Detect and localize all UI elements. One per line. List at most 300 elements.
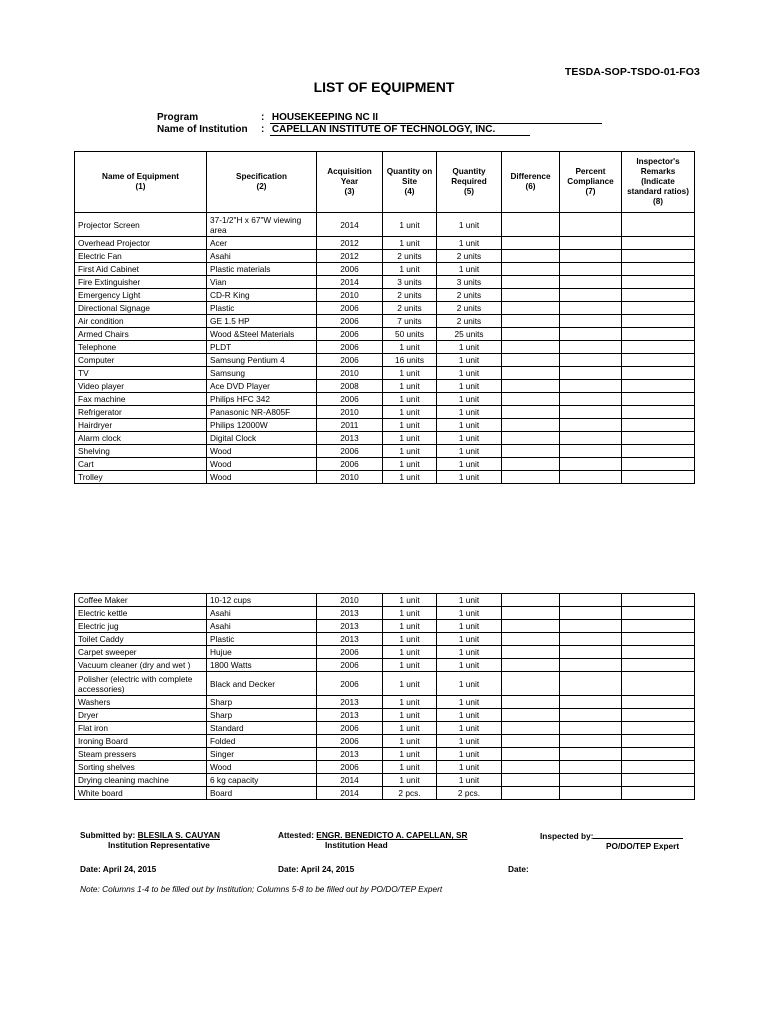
- cell-qty-required: 1 unit: [437, 761, 502, 774]
- cell-qty-on-site: 1 unit: [383, 445, 437, 458]
- cell-qty-required: 1 unit: [437, 696, 502, 709]
- cell-qty-on-site: 7 units: [383, 315, 437, 328]
- table-row: [75, 341, 695, 354]
- submitted-date: Date: April 24, 2015: [80, 864, 157, 874]
- cell-specification: Asahi: [207, 620, 317, 633]
- cell-equipment: Hairdryer: [75, 419, 207, 432]
- cell-specification: GE 1.5 HP: [207, 315, 317, 328]
- header-quantity-required: Quantity Required (5): [437, 152, 502, 213]
- table-row: [75, 367, 695, 380]
- inspected-role: PO/DO/TEP Expert: [606, 841, 680, 851]
- cell-year: 2013: [317, 696, 383, 709]
- cell-year: 2012: [317, 237, 383, 250]
- cell-difference: [502, 406, 560, 419]
- cell-equipment: Sorting shelves: [75, 761, 207, 774]
- cell-qty-on-site: 1 unit: [383, 393, 437, 406]
- cell-specification: Standard: [207, 722, 317, 735]
- cell-difference: [502, 620, 560, 633]
- cell-inspector-remarks: [622, 341, 695, 354]
- footnote: Note: Columns 1-4 to be filled out by Institution; Columns 5-8 to be filled out by PO/DO/TEP Expert: [80, 884, 443, 894]
- cell-inspector-remarks: [622, 659, 695, 672]
- cell-inspector-remarks: [622, 315, 695, 328]
- cell-specification: Wood: [207, 458, 317, 471]
- cell-difference: [502, 659, 560, 672]
- cell-difference: [502, 237, 560, 250]
- cell-difference: [502, 445, 560, 458]
- cell-percent-compliance: [560, 263, 622, 276]
- cell-difference: [502, 709, 560, 722]
- cell-difference: [502, 354, 560, 367]
- cell-equipment: Emergency Light: [75, 289, 207, 302]
- cell-specification: CD-R King: [207, 289, 317, 302]
- cell-difference: [502, 458, 560, 471]
- cell-qty-required: 1 unit: [437, 213, 502, 237]
- cell-inspector-remarks: [622, 237, 695, 250]
- cell-year: 2013: [317, 607, 383, 620]
- cell-difference: [502, 735, 560, 748]
- cell-percent-compliance: [560, 646, 622, 659]
- cell-difference: [502, 646, 560, 659]
- cell-difference: [502, 722, 560, 735]
- cell-year: 2013: [317, 620, 383, 633]
- table-row: [75, 315, 695, 328]
- institution-colon: :: [261, 124, 265, 135]
- cell-difference: [502, 341, 560, 354]
- cell-difference: [502, 302, 560, 315]
- cell-specification: 1800 Watts: [207, 659, 317, 672]
- table-row: [75, 380, 695, 393]
- cell-specification: Acer: [207, 237, 317, 250]
- cell-qty-required: 1 unit: [437, 445, 502, 458]
- inspected-date: Date:: [508, 864, 529, 874]
- cell-year: 2012: [317, 250, 383, 263]
- table-row: [75, 419, 695, 432]
- program-value: HOUSEKEEPING NC II: [270, 112, 602, 124]
- cell-year: 2006: [317, 263, 383, 276]
- cell-qty-required: 1 unit: [437, 393, 502, 406]
- cell-inspector-remarks: [622, 354, 695, 367]
- submitted-block: [80, 830, 220, 850]
- page-title: LIST OF EQUIPMENT: [313, 79, 455, 95]
- cell-qty-required: 1 unit: [437, 263, 502, 276]
- cell-percent-compliance: [560, 594, 622, 607]
- cell-inspector-remarks: [622, 594, 695, 607]
- cell-difference: [502, 761, 560, 774]
- table-row: [75, 250, 695, 263]
- cell-qty-required: 1 unit: [437, 774, 502, 787]
- cell-qty-on-site: 1 unit: [383, 406, 437, 419]
- cell-specification: 6 kg capacity: [207, 774, 317, 787]
- cell-qty-on-site: 2 pcs.: [383, 787, 437, 800]
- cell-qty-on-site: 3 units: [383, 276, 437, 289]
- cell-difference: [502, 787, 560, 800]
- cell-qty-required: 2 units: [437, 315, 502, 328]
- cell-year: 2006: [317, 458, 383, 471]
- cell-qty-required: 1 unit: [437, 722, 502, 735]
- cell-qty-required: 2 pcs.: [437, 787, 502, 800]
- cell-percent-compliance: [560, 761, 622, 774]
- table-row: [75, 620, 695, 633]
- cell-equipment: Washers: [75, 696, 207, 709]
- header-difference: Difference (6): [502, 152, 560, 213]
- cell-year: 2010: [317, 594, 383, 607]
- attested-name: ENGR. BENEDICTO A. CAPELLAN, SR: [316, 830, 468, 840]
- cell-percent-compliance: [560, 620, 622, 633]
- cell-qty-on-site: 1 unit: [383, 341, 437, 354]
- header-quantity-on-site: Quantity on Site (4): [383, 152, 437, 213]
- cell-specification: Wood: [207, 761, 317, 774]
- cell-qty-on-site: 1 unit: [383, 620, 437, 633]
- cell-year: 2006: [317, 328, 383, 341]
- cell-equipment: Projector Screen: [75, 213, 207, 237]
- submitted-label: Submitted by:: [80, 830, 136, 840]
- cell-percent-compliance: [560, 709, 622, 722]
- cell-qty-on-site: 1 unit: [383, 419, 437, 432]
- cell-inspector-remarks: [622, 787, 695, 800]
- cell-equipment: Fire Extinguisher: [75, 276, 207, 289]
- table-row: [75, 354, 695, 367]
- cell-qty-required: 1 unit: [437, 748, 502, 761]
- cell-qty-on-site: 2 units: [383, 289, 437, 302]
- cell-equipment: Shelving: [75, 445, 207, 458]
- cell-inspector-remarks: [622, 607, 695, 620]
- cell-difference: [502, 380, 560, 393]
- header-acquisition-year: Acquisition Year (3): [317, 152, 383, 213]
- cell-year: 2011: [317, 419, 383, 432]
- cell-equipment: First Aid Cabinet: [75, 263, 207, 276]
- document-code: TESDA-SOP-TSDO-01-FO3: [564, 66, 700, 78]
- cell-qty-on-site: 1 unit: [383, 735, 437, 748]
- cell-specification: Wood &Steel Materials: [207, 328, 317, 341]
- cell-difference: [502, 393, 560, 406]
- cell-equipment: Cart: [75, 458, 207, 471]
- cell-qty-required: 1 unit: [437, 659, 502, 672]
- table-row: [75, 659, 695, 672]
- submitted-name: BLESILA S. CAUYAN: [137, 830, 220, 840]
- cell-percent-compliance: [560, 276, 622, 289]
- cell-qty-required: 1 unit: [437, 709, 502, 722]
- cell-percent-compliance: [560, 696, 622, 709]
- table-row: [75, 633, 695, 646]
- cell-qty-on-site: 1 unit: [383, 594, 437, 607]
- cell-qty-required: 1 unit: [437, 380, 502, 393]
- cell-qty-on-site: 1 unit: [383, 709, 437, 722]
- cell-percent-compliance: [560, 328, 622, 341]
- program-colon: :: [261, 112, 265, 123]
- table-row: [75, 393, 695, 406]
- cell-year: 2013: [317, 432, 383, 445]
- cell-equipment: Trolley: [75, 471, 207, 484]
- cell-specification: Panasonic NR-A805F: [207, 406, 317, 419]
- cell-equipment: Video player: [75, 380, 207, 393]
- institution-value: CAPELLAN INSTITUTE OF TECHNOLOGY, INC.: [270, 124, 530, 136]
- table-row: [75, 787, 695, 800]
- cell-qty-on-site: 1 unit: [383, 607, 437, 620]
- cell-difference: [502, 213, 560, 237]
- cell-equipment: Carpet sweeper: [75, 646, 207, 659]
- cell-specification: Folded: [207, 735, 317, 748]
- cell-qty-required: 1 unit: [437, 607, 502, 620]
- cell-qty-on-site: 1 unit: [383, 458, 437, 471]
- cell-difference: [502, 607, 560, 620]
- cell-specification: Vian: [207, 276, 317, 289]
- table-row: [75, 432, 695, 445]
- cell-qty-on-site: 1 unit: [383, 748, 437, 761]
- cell-percent-compliance: [560, 432, 622, 445]
- cell-equipment: Coffee Maker: [75, 594, 207, 607]
- cell-percent-compliance: [560, 735, 622, 748]
- table-row: [75, 328, 695, 341]
- table-row: [75, 302, 695, 315]
- cell-inspector-remarks: [622, 380, 695, 393]
- cell-specification: Digital Clock: [207, 432, 317, 445]
- table-row: [75, 774, 695, 787]
- cell-year: 2010: [317, 367, 383, 380]
- cell-year: 2006: [317, 445, 383, 458]
- cell-inspector-remarks: [622, 445, 695, 458]
- cell-percent-compliance: [560, 250, 622, 263]
- table-row: [75, 709, 695, 722]
- cell-year: 2013: [317, 633, 383, 646]
- cell-difference: [502, 419, 560, 432]
- cell-equipment: Polisher (electric with complete accessories): [75, 672, 207, 696]
- cell-year: 2010: [317, 471, 383, 484]
- cell-inspector-remarks: [622, 289, 695, 302]
- cell-equipment: Refrigerator: [75, 406, 207, 419]
- cell-equipment: Dryer: [75, 709, 207, 722]
- cell-qty-required: 1 unit: [437, 432, 502, 445]
- cell-equipment: Computer: [75, 354, 207, 367]
- cell-qty-on-site: 2 units: [383, 250, 437, 263]
- cell-percent-compliance: [560, 380, 622, 393]
- cell-qty-required: 1 unit: [437, 471, 502, 484]
- cell-equipment: Toilet Caddy: [75, 633, 207, 646]
- cell-inspector-remarks: [622, 471, 695, 484]
- cell-inspector-remarks: [622, 393, 695, 406]
- table-row: [75, 696, 695, 709]
- cell-difference: [502, 672, 560, 696]
- cell-equipment: Armed Chairs: [75, 328, 207, 341]
- cell-percent-compliance: [560, 367, 622, 380]
- cell-percent-compliance: [560, 471, 622, 484]
- cell-inspector-remarks: [622, 620, 695, 633]
- cell-percent-compliance: [560, 748, 622, 761]
- cell-percent-compliance: [560, 419, 622, 432]
- cell-inspector-remarks: [622, 774, 695, 787]
- cell-year: 2014: [317, 213, 383, 237]
- cell-inspector-remarks: [622, 250, 695, 263]
- cell-year: 2006: [317, 646, 383, 659]
- table-row: [75, 445, 695, 458]
- program-row: [157, 112, 602, 124]
- cell-qty-required: 1 unit: [437, 735, 502, 748]
- cell-qty-on-site: 2 units: [383, 302, 437, 315]
- table-row: [75, 761, 695, 774]
- cell-qty-on-site: 1 unit: [383, 432, 437, 445]
- cell-year: 2006: [317, 659, 383, 672]
- cell-year: 2006: [317, 341, 383, 354]
- cell-difference: [502, 367, 560, 380]
- table-row: [75, 289, 695, 302]
- cell-specification: Asahi: [207, 607, 317, 620]
- cell-percent-compliance: [560, 354, 622, 367]
- cell-difference: [502, 432, 560, 445]
- cell-percent-compliance: [560, 633, 622, 646]
- cell-year: 2013: [317, 748, 383, 761]
- cell-inspector-remarks: [622, 432, 695, 445]
- inspected-signature-line: [593, 830, 683, 839]
- table-row: [75, 237, 695, 250]
- cell-difference: [502, 315, 560, 328]
- cell-specification: Plastic: [207, 633, 317, 646]
- cell-inspector-remarks: [622, 761, 695, 774]
- cell-year: 2006: [317, 722, 383, 735]
- cell-qty-on-site: 50 units: [383, 328, 437, 341]
- cell-difference: [502, 471, 560, 484]
- cell-percent-compliance: [560, 406, 622, 419]
- cell-qty-on-site: 1 unit: [383, 633, 437, 646]
- inspected-block: [540, 830, 683, 851]
- cell-specification: Black and Decker: [207, 672, 317, 696]
- cell-difference: [502, 594, 560, 607]
- cell-qty-required: 1 unit: [437, 646, 502, 659]
- cell-inspector-remarks: [622, 633, 695, 646]
- cell-qty-on-site: 1 unit: [383, 672, 437, 696]
- cell-equipment: Electric jug: [75, 620, 207, 633]
- cell-qty-on-site: 1 unit: [383, 213, 437, 237]
- cell-percent-compliance: [560, 774, 622, 787]
- cell-percent-compliance: [560, 458, 622, 471]
- cell-qty-required: 25 units: [437, 328, 502, 341]
- equipment-table-1: [74, 151, 695, 484]
- header-name-of-equipment: Name of Equipment (1): [75, 152, 207, 213]
- inspected-label: Inspected by:: [540, 831, 594, 841]
- cell-specification: Asahi: [207, 250, 317, 263]
- cell-qty-on-site: 1 unit: [383, 774, 437, 787]
- cell-qty-on-site: 1 unit: [383, 659, 437, 672]
- cell-inspector-remarks: [622, 458, 695, 471]
- cell-percent-compliance: [560, 445, 622, 458]
- cell-equipment: Steam pressers: [75, 748, 207, 761]
- cell-qty-on-site: 1 unit: [383, 761, 437, 774]
- cell-difference: [502, 748, 560, 761]
- table-row: [75, 263, 695, 276]
- table-row: [75, 406, 695, 419]
- table-row: [75, 646, 695, 659]
- cell-difference: [502, 774, 560, 787]
- table-row: [75, 748, 695, 761]
- table-row: [75, 458, 695, 471]
- submitted-role: Institution Representative: [108, 840, 210, 850]
- cell-specification: Singer: [207, 748, 317, 761]
- equipment-table-2: [74, 593, 695, 800]
- cell-inspector-remarks: [622, 748, 695, 761]
- table-row: [75, 722, 695, 735]
- cell-year: 2014: [317, 276, 383, 289]
- cell-difference: [502, 276, 560, 289]
- cell-equipment: Telephone: [75, 341, 207, 354]
- cell-inspector-remarks: [622, 213, 695, 237]
- cell-inspector-remarks: [622, 367, 695, 380]
- cell-specification: Board: [207, 787, 317, 800]
- cell-percent-compliance: [560, 302, 622, 315]
- cell-qty-on-site: 1 unit: [383, 471, 437, 484]
- cell-specification: Sharp: [207, 709, 317, 722]
- cell-specification: Samsung Pentium 4: [207, 354, 317, 367]
- cell-qty-required: 1 unit: [437, 594, 502, 607]
- cell-qty-required: 2 units: [437, 289, 502, 302]
- cell-difference: [502, 696, 560, 709]
- cell-difference: [502, 263, 560, 276]
- cell-qty-required: 1 unit: [437, 620, 502, 633]
- cell-equipment: Alarm clock: [75, 432, 207, 445]
- cell-percent-compliance: [560, 393, 622, 406]
- cell-qty-required: 2 units: [437, 250, 502, 263]
- cell-inspector-remarks: [622, 328, 695, 341]
- cell-specification: Sharp: [207, 696, 317, 709]
- cell-qty-on-site: 1 unit: [383, 722, 437, 735]
- cell-specification: Wood: [207, 471, 317, 484]
- cell-specification: Samsung: [207, 367, 317, 380]
- cell-year: 2006: [317, 354, 383, 367]
- cell-specification: Philips HFC 342: [207, 393, 317, 406]
- institution-label: Name of Institution: [157, 124, 248, 135]
- cell-qty-required: 2 units: [437, 302, 502, 315]
- table-row: [75, 594, 695, 607]
- cell-equipment: Directional Signage: [75, 302, 207, 315]
- table-row: [75, 471, 695, 484]
- attested-label: Attested:: [278, 830, 314, 840]
- cell-qty-on-site: 1 unit: [383, 237, 437, 250]
- cell-difference: [502, 328, 560, 341]
- cell-qty-required: 3 units: [437, 276, 502, 289]
- cell-percent-compliance: [560, 213, 622, 237]
- cell-inspector-remarks: [622, 646, 695, 659]
- cell-difference: [502, 250, 560, 263]
- table-row: [75, 735, 695, 748]
- cell-equipment: Electric kettle: [75, 607, 207, 620]
- cell-equipment: White board: [75, 787, 207, 800]
- cell-equipment: Drying cleaning machine: [75, 774, 207, 787]
- cell-specification: 37-1/2"H x 67"W viewing area: [207, 213, 317, 237]
- cell-specification: Philips 12000W: [207, 419, 317, 432]
- cell-difference: [502, 289, 560, 302]
- program-label: Program: [157, 112, 199, 123]
- table-row: [75, 672, 695, 696]
- cell-qty-required: 1 unit: [437, 354, 502, 367]
- cell-inspector-remarks: [622, 709, 695, 722]
- attested-date: Date: April 24, 2015: [278, 864, 355, 874]
- cell-equipment: Vacuum cleaner (dry and wet ): [75, 659, 207, 672]
- cell-specification: Plastic: [207, 302, 317, 315]
- cell-year: 2006: [317, 393, 383, 406]
- cell-year: 2014: [317, 787, 383, 800]
- cell-equipment: Fax machine: [75, 393, 207, 406]
- cell-equipment: TV: [75, 367, 207, 380]
- cell-specification: Wood: [207, 445, 317, 458]
- cell-qty-required: 1 unit: [437, 419, 502, 432]
- cell-percent-compliance: [560, 659, 622, 672]
- cell-percent-compliance: [560, 787, 622, 800]
- cell-qty-required: 1 unit: [437, 406, 502, 419]
- cell-inspector-remarks: [622, 672, 695, 696]
- header-specification: Specification (2): [207, 152, 317, 213]
- table-header-row: [75, 152, 695, 213]
- cell-qty-required: 1 unit: [437, 458, 502, 471]
- cell-percent-compliance: [560, 315, 622, 328]
- cell-qty-on-site: 1 unit: [383, 696, 437, 709]
- cell-equipment: Air condition: [75, 315, 207, 328]
